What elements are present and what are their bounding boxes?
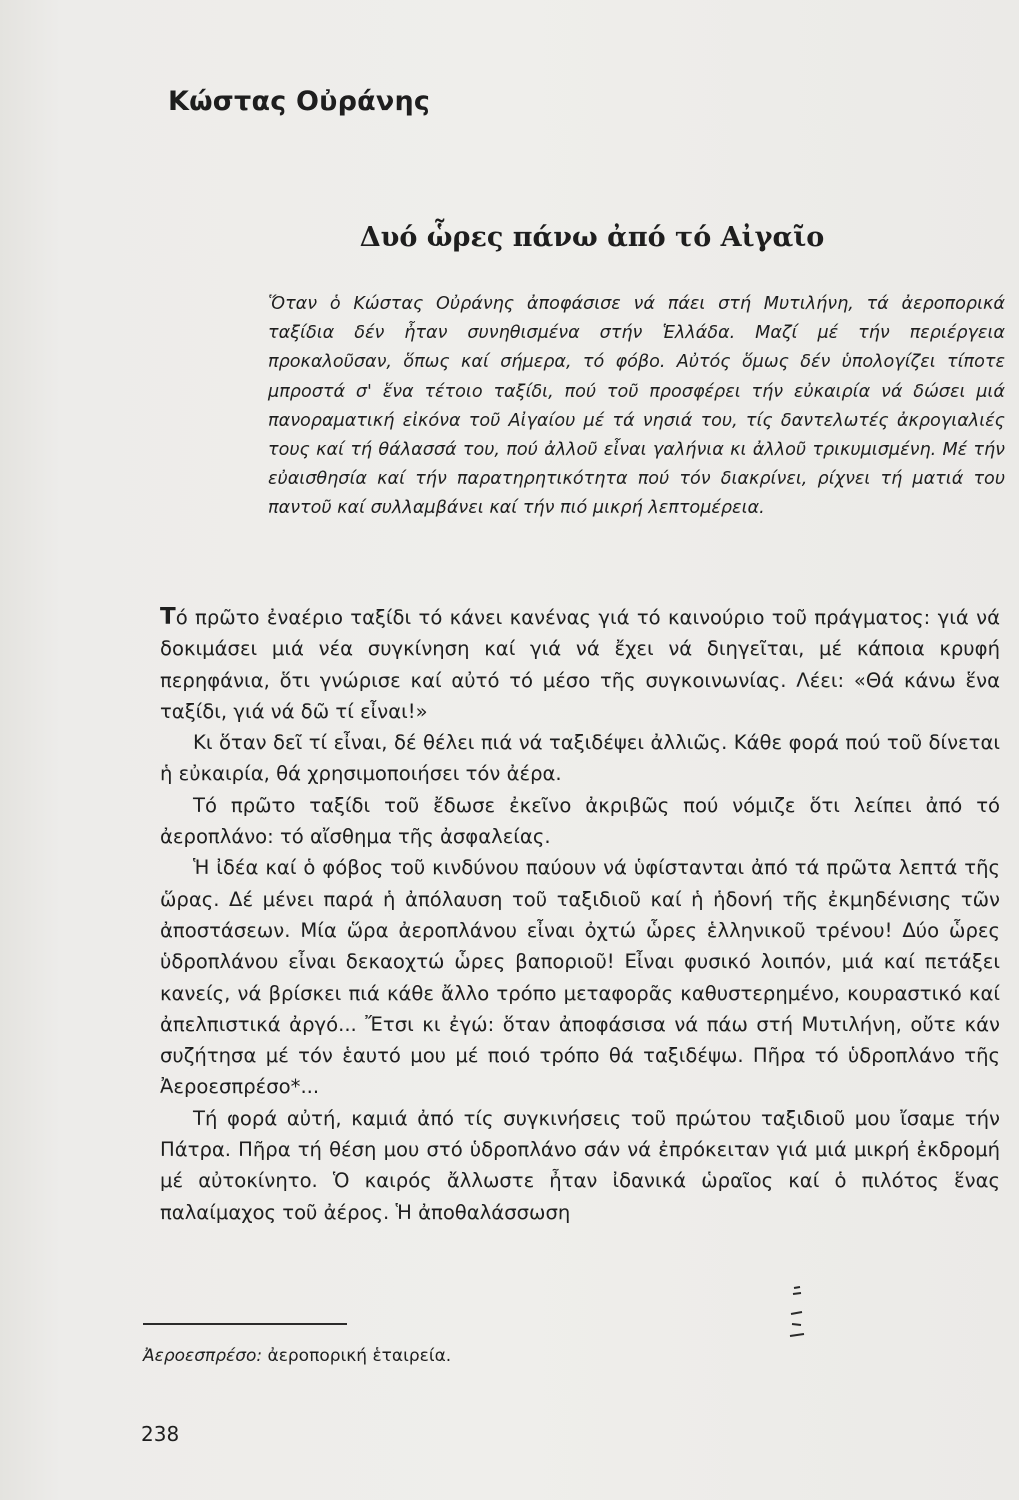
chapter-title: Δυό ὧρες πάνω ἀπό τό Αἰγαῖο [359,222,825,253]
pencil-mark-icon [786,1284,808,1344]
main-text [160,602,1000,1228]
paragraph-3: Τό πρῶτο ταξίδι τοῦ ἔδωσε ἐκεῖνο ἀκριβῶς πού νόμιζε ὅτι λείπει ἀπό τό ἀεροπλάνο: τό αἴσθημα τῆς ἀσφαλείας. [160,793,1000,849]
page-number: 238 [141,1422,180,1446]
paragraph-1 [160,602,1000,727]
intro-paragraph: Ὅταν ὁ Κώστας Οὐράνης ἀποφάσισε νά πάει στή Μυτιλήνη, τά ἀεροπορικά ταξίδια δέν ἦταν συνηθισμένα στήν Ἑλλάδα. Μαζί μέ τήν περιέργεια προκαλοῦσαν, ὅπως καί σήμερα, τό φόβο. Αὐτός ὅμως δέν ὑπολογίζει τίποτε μπροστά σ' ἕνα τέτοιο ταξίδι, πού τοῦ προσφέρει τήν εὐκαιρία νά δώσει μιά πανοραματική εἰκόνα τοῦ Αἰγαίου μέ τά νησιά του, τίς δαντελωτές ἀκρογιαλιές τους καί τή θάλασσά του, πού ἀλλοῦ εἶναι γαλήνια κι ἀλλοῦ τρικυμισμένη. Μέ τήν εὐαισθησία καί τήν παρατηρητικότητα πού τόν διακρίνει, ρίχνει τή ματιά του παντοῦ καί συλλαμβάνει καί τήν πιό μικρή λεπτομέρεια. [268,294,1005,519]
footnote-divider [143,1323,347,1325]
paragraph-2: Κι ὅταν δεῖ τί εἶναι, δέ θέλει πιά νά ταξιδέψει ἀλλιῶς. Κάθε φορά πού τοῦ δίνεται ἡ εὐκαιρία, θά χρησιμοποιήσει τόν ἀέρα. [160,731,1000,786]
footnote-term: Ἀεροεσπρέσο: [143,1346,263,1366]
footnote-definition: ἀεροπορική ἑταιρεία. [262,1346,452,1366]
paragraph-4: Ἡ ἰδέα καί ὁ φόβος τοῦ κινδύνου παύουν νά ὑφίστανται ἀπό τά πρῶτα λεπτά τῆς ὥρας. Δέ μένει παρά ἡ ἀπόλαυση τοῦ ταξιδιοῦ καί ἡ ἡδονή τῆς ἐκμηδένισης τῶν ἀποστάσεων. Μία ὥρα ἀεροπλάνου εἶναι ὀχτώ ὧρες ἑλληνικοῦ τρένου! Δύο ὧρες ὑδροπλάνου εἶναι δεκαοχτώ ὧρες βαποριοῦ! Εἶναι φυσικό λοιπόν, μιά καί πετάξει κανείς, νά βρίσκει πιά κάθε ἄλλο τρόπο μεταφορᾶς καθυστερημένο, κουραστικό καί ἀπελπιστικά ἀργό... Ἔτσι κι ἐγώ: ὅταν ἀποφάσισα νά πάω στή Μυτιλήνη, οὔτε κάν συζήτησα μέ τόν ἑαυτό μου μέ ποιό τρόπο θά ταξιδέψω. Πῆρα τό ὑδροπλάνο τῆς Ἀεροεσπρέσο*... [160,856,1000,1099]
paragraph-1-text: ό πρῶτο ἐναέριο ταξίδι τό κάνει κανένας γιά τό καινούριο τοῦ πράγματος: γιά νά δοκιμάσει μιά νέα συγκίνηση καί γιά νά ἔχει νά διηγεῖται, μέ κάποια κρυφή περηφάνια, ὅτι γνώρισε καί αὐτό τό μέσο τῆς συγκοινωνίας. Λέει: «Θά κάνω ἕνα ταξίδι, γιά νά δῶ τί εἶναι!» [160,606,1000,723]
footnote [143,1346,451,1366]
drop-cap: Τ [160,604,176,630]
paragraph-5: Τή φορά αὐτή, καμιά ἀπό τίς συγκινήσεις τοῦ πρώτου ταξιδιοῦ μου ἴσαμε τήν Πάτρα. Πῆρα τή θέση μου στό ὑδροπλάνο σάν νά ἐπρόκειταν γιά μιά μικρή ἐκδρομή μέ αὐτοκίνητο. Ὁ καιρός ἄλλωστε ἦταν ἰδανικά ὡραῖος καί ὁ πιλότος ἕνας παλαίμαχος τοῦ ἀέρος. Ἡ ἀποθαλάσσωση [160,1106,1000,1224]
author-name: Κώστας Οὐράνης [168,86,431,117]
